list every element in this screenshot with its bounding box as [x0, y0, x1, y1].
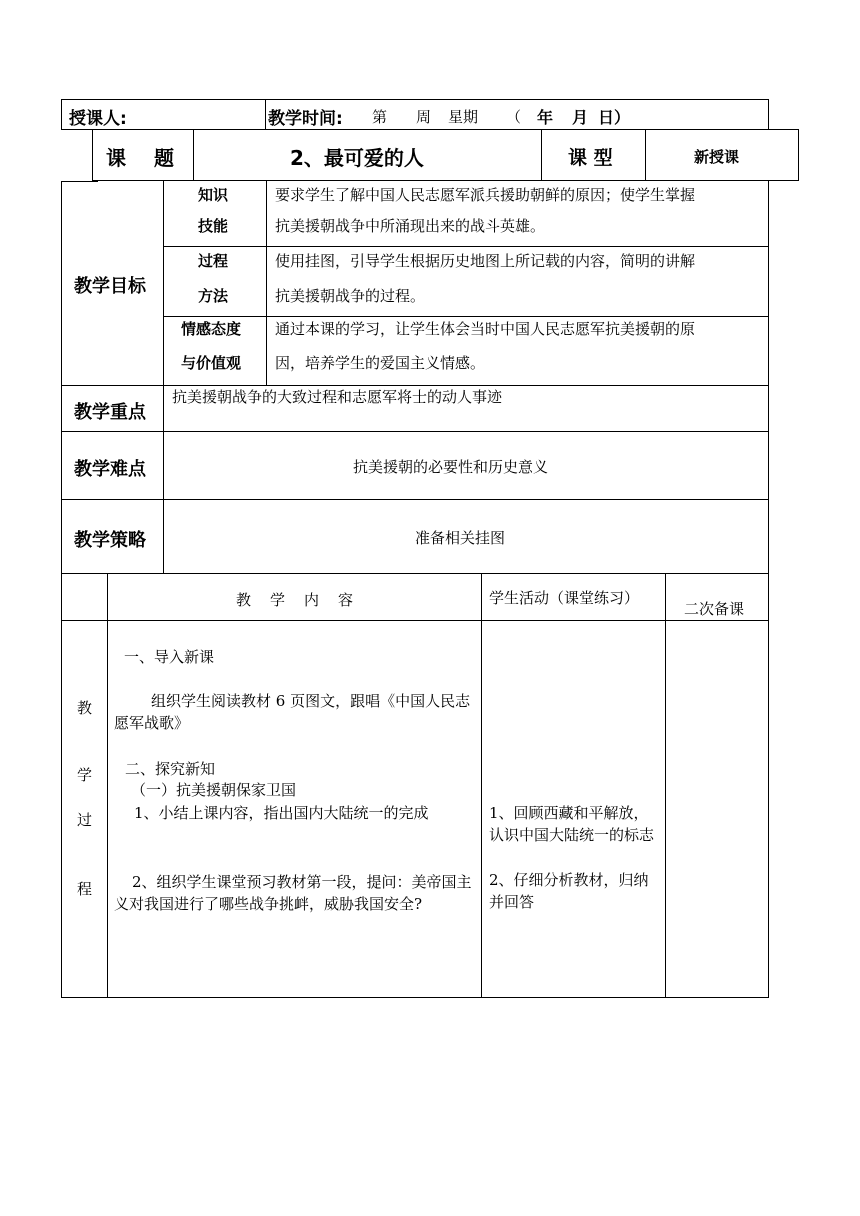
- objective-emotion-text-2: 因，培养学生的爱国主义情感。: [275, 354, 486, 372]
- border: [645, 129, 646, 180]
- col-activity-header: 学生活动（课堂练习）: [489, 589, 640, 607]
- border: [61, 573, 768, 574]
- border: [768, 180, 769, 573]
- border: [61, 573, 62, 998]
- objective-knowledge-label-2: 技能: [198, 217, 229, 235]
- type-label: 课 型: [568, 147, 613, 169]
- border: [768, 99, 769, 129]
- difficulties-text: 抗美援朝的必要性和历史意义: [353, 458, 549, 476]
- objective-process-label-2: 方法: [198, 287, 229, 305]
- difficulties-label: 教学难点: [74, 459, 146, 480]
- objectives-label: 教学目标: [74, 276, 146, 297]
- section-explore-heading: 二、探究新知: [125, 760, 216, 778]
- weekday-label: 星期: [448, 108, 479, 126]
- objective-emotion-text-1: 通过本课的学习，让学生体会当时中国人民志愿军抗美援朝的原: [275, 320, 696, 338]
- paren-open: （: [506, 108, 522, 126]
- section-intro-heading: 一、导入新课: [124, 648, 215, 666]
- activity-item-2: 2、仔细分析教材，归纳并回答: [489, 871, 649, 911]
- key-points-label: 教学重点: [74, 402, 146, 423]
- section-explore-subheading: （一）抗美援朝保家卫国: [131, 781, 297, 799]
- border: [645, 129, 799, 130]
- content-item-2: 2、组织学生课堂预习教材第一段，提问：美帝国主义对我国进行了哪些战争挑衅，威胁我国安全?: [114, 873, 472, 913]
- strategy-text: 准备相关挂图: [415, 529, 506, 547]
- day-label: 日）: [598, 108, 631, 127]
- border: [61, 620, 768, 621]
- border: [61, 181, 62, 573]
- border: [61, 99, 62, 129]
- side-label-char: 教: [77, 699, 93, 717]
- section-intro-paragraph: 组织学生阅读教材 6 页图文，跟唱《中国人民志愿军战歌》: [114, 692, 471, 732]
- border: [92, 129, 93, 180]
- border: [61, 99, 769, 100]
- objective-process-text-1: 使用挂图，引导学生根据历史地图上所记载的内容，简明的讲解: [275, 252, 696, 270]
- border: [163, 181, 164, 573]
- objective-knowledge-text-1: 要求学生了解中国人民志愿军派兵援助朝鲜的原因；使学生掌握: [275, 186, 696, 204]
- teacher-label: 授课人:: [69, 109, 127, 129]
- objective-process-label-1: 过程: [198, 252, 229, 270]
- time-label: 教学时间:: [268, 109, 343, 129]
- col-content-header: 教 学 内 容: [236, 591, 356, 609]
- border: [193, 129, 194, 180]
- border: [61, 997, 769, 998]
- border: [61, 431, 768, 432]
- key-points-text: 抗美援朝战争的大致过程和志愿军将士的动人事迹: [172, 388, 503, 406]
- objective-process-text-2: 抗美援朝战争的过程。: [275, 287, 426, 305]
- border: [798, 129, 799, 181]
- month-label: 月: [572, 108, 589, 127]
- activity-item-1: 1、回顾西藏和平解放，认识中国大陆统一的标志: [489, 804, 655, 844]
- topic-label: 课 题: [106, 146, 178, 170]
- border: [768, 573, 769, 998]
- side-label-char: 学: [77, 766, 93, 784]
- week-suffix: 周: [416, 108, 432, 126]
- objective-knowledge-text-2: 抗美援朝战争中所涌现出来的战斗英雄。: [275, 217, 546, 235]
- strategy-label: 教学策略: [74, 530, 146, 551]
- col-review-header: 二次备课: [684, 600, 745, 618]
- content-item-1: 1、小结上课内容，指出国内大陆统一的完成: [134, 804, 429, 822]
- week-prefix: 第: [372, 108, 388, 126]
- border: [665, 573, 666, 998]
- side-label-char: 过: [77, 811, 93, 829]
- topic-value: 2、最可爱的人: [290, 146, 424, 170]
- border: [266, 181, 267, 385]
- objective-knowledge-label-1: 知识: [198, 186, 229, 204]
- border: [481, 573, 482, 998]
- border: [61, 499, 768, 500]
- year-label: 年: [537, 108, 554, 127]
- border: [61, 181, 98, 182]
- border: [265, 99, 266, 129]
- type-value: 新授课: [694, 148, 740, 166]
- side-label-char: 程: [77, 880, 93, 898]
- objective-emotion-label-1: 情感态度: [181, 320, 242, 338]
- objective-emotion-label-2: 与价值观: [181, 354, 242, 372]
- border: [107, 573, 108, 998]
- border: [541, 129, 542, 180]
